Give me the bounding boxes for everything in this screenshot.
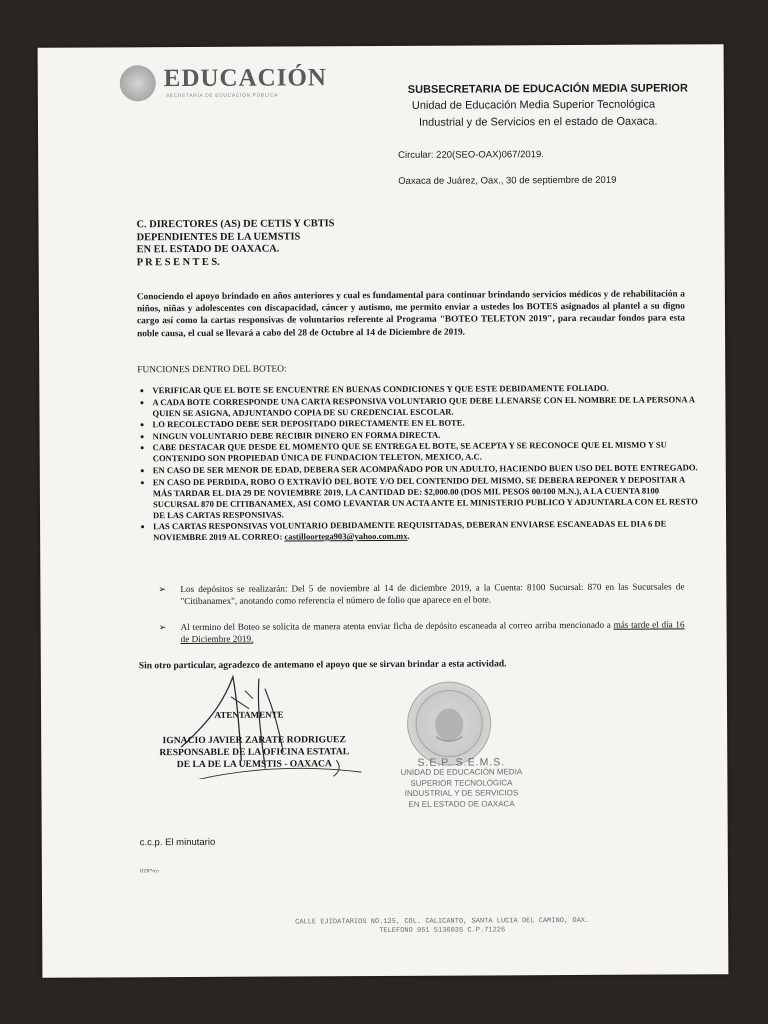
- list-item: [153, 518, 701, 543]
- intro-paragraph: Conociendo el apoyo brindado en años anteriores y cual es fundamental para continuar brindando servicios médicos y de rehabilitación a niños, niñas y adolescentes con discapacidad, cáncer y autismo, me permito enviar a ustedes los BOTES asignados al plantel a su digno cargo así como la cartas responsivas de voluntarios referente al Programa "BOTEO TELETON 2019", para recaudar fondos para esta noble causa, el cual se llevará a cabo del 28 de Octubre al 14 de Diciembre de 2019.: [136, 289, 686, 339]
- footer-line-1: CALLE EJIDATARIOS NO.125, COL. CALICANTO, SANTA LUCIA DEL CAMINO, OAX.: [295, 916, 590, 927]
- list-item: • VERIFICAR QUE EL BOTE SE ENCUENTRE EN BUENAS CONDICIONES Y QUE ESTE DEBIDAMENTE FOLIADO.: [152, 382, 700, 396]
- list-item: • EN CASO DE PERDIDA, ROBO O EXTRAVÍO DEL BOTE Y/O DEL CONTENIDO DEL MISMO, SE DEBERA REPONER Y DEPOSITAR A MÁS TARDAR EL DIA 29 DE NOVIEMBRE 2019, LA CANTIDAD DE: $2,000.00 (DOS MIL PESOS 00/100 M.N.), A LA CUENTA 8100 SUCURSAL 870 DE CITIBANAMEX, ASI COMO LEVANTAR UN ACTA ANTE EL MINISTERIO PUBLICO Y ADJUNTARLA CON EL RESTO DE LAS CARTAS RESPONSIVAS.: [153, 474, 701, 521]
- logo-subtitle: SECRETARÍA DE EDUCACIÓN PÚBLICA: [165, 92, 279, 100]
- org-line-1: SUBSECRETARIA DE EDUCACIÓN MEDIA SUPERIOR: [407, 82, 688, 96]
- stamp-line-4: INDUSTRIAL Y DE SERVICIOS: [404, 788, 519, 799]
- list-item: • CABE DESTACAR QUE DESDE EL MOMENTO QUE SE ENTREGA EL BOTE, SE ACEPTA Y SE RECONOCE QUE EL MISMO Y SU CONTENIDO SON PROPIEDAD ÚNICA DE FUNDACION TELETON, MEXICO, A.C.: [153, 440, 701, 465]
- signer-role-2: DE LA DE LA UEMSTIS - OAXACA: [176, 758, 332, 771]
- sep-emblem-icon: [120, 65, 156, 101]
- org-line-2: Unidad de Educación Media Superior Tecnológica: [411, 98, 656, 112]
- stamp-line-3: SUPERIOR TECNOLÓGICA: [410, 778, 513, 788]
- deposit-slip-note: [159, 618, 685, 645]
- circular-number: Circular: 220(SEO-OAX)067/2019.: [398, 149, 544, 161]
- stamp-line-1: S.E.P. S.E.M.S.: [417, 756, 506, 769]
- deposit-slip-text: Al termino del Boteo se solicita de manera atenta enviar ficha de depósito escaneada al correo arriba mencionado a: [180, 619, 614, 633]
- email-link[interactable]: castilloortega903@yahoo.com.mx: [284, 531, 408, 542]
- stamp-line-5: EN EL ESTADO DE OAXACA: [408, 798, 515, 809]
- org-line-3: Industrial y de Servicios en el estado de Oaxaca.: [418, 115, 658, 129]
- footer-line-2: TELEFONO 951 5136035 C.P.71226: [379, 926, 506, 936]
- addressee-line-1: C. DIRECTORES (AS) DE CETIS Y CBTIS: [136, 218, 335, 231]
- document-page: [38, 44, 729, 978]
- sep-stamp: [391, 757, 531, 810]
- deadline-text: más tarde el día 16 de Diciembre 2019.: [180, 619, 685, 645]
- list-item-suffix: .: [407, 531, 410, 542]
- functions-title: FUNCIONES DENTRO DEL BOTEO:: [137, 364, 287, 376]
- addressee-line-3: EN EL ESTADO DE OAXACA.: [136, 243, 280, 256]
- list-item: • EN CASO DE SER MENOR DE EDAD, DEBERA SER ACOMPAÑADO POR UN ADULTO, HACIENDO BUEN USO DEL BOTE ENTREGADO.: [153, 462, 701, 476]
- addressee-line-4: P R E S E N T E S.: [136, 256, 220, 268]
- typist-initials: IJZR*rco: [139, 869, 159, 875]
- atentamente-label: ATENTAMENTE: [214, 709, 284, 720]
- closing-line: Sin otro particular, agradezco de antemano el apoyo que se sirvan brindar a esta actividad.: [138, 659, 507, 672]
- footer-address: [222, 917, 662, 937]
- list-item: • NINGUN VOLUNTARIO DEBE RECIBIR DINERO EN FORMA DIRECTA.: [153, 428, 701, 442]
- document-date: Oaxaca de Juárez, Oax., 30 de septiembre de 2019: [398, 174, 617, 187]
- functions-list: [137, 382, 701, 544]
- deposit-note-text: Los depósitos se realizarán: Del 5 de noviembre al 14 de diciembre 2019, a la Cuenta: 8100 Sucursal: 870 en las Sucursales de "Citibanamex", anotando como referencia el número de folio que aparece en el bote.: [180, 581, 685, 607]
- stamp-line-2: UNIDAD DE EDUCACIÓN MEDIA: [400, 767, 523, 778]
- signer-name: IGNACIO JAVIER ZARATE RODRIGUEZ: [162, 734, 346, 747]
- deposit-note: [158, 580, 684, 607]
- list-item: • LO RECOLECTADO DEBE SER DEPOSITADO DIRECTAMENTE EN EL BOTE.: [153, 417, 701, 431]
- ccp-line: c.c.p. El minutario: [139, 836, 216, 849]
- official-seal-icon: [407, 681, 491, 765]
- logo-title: EDUCACIÓN: [163, 64, 327, 93]
- arrow-bullet-icon: ➢: [158, 584, 167, 595]
- signer-role-1: RESPONSABLE DE LA OFICINA ESTATAL: [159, 746, 350, 759]
- arrow-bullet-icon: ➢: [158, 622, 167, 633]
- list-item: • A CADA BOTE CORRESPONDE UNA CARTA RESPONSIVA VOLUNTARIO QUE DEBE LLENARSE CON EL NOMBRE DE LA PERSONA A QUIEN SE ASIGNA, ADJUNTANDO COPIA DE SU CREDENCIAL ESCOLAR.: [152, 394, 700, 419]
- list-item-text: LAS CARTAS RESPONSIVAS VOLUNTARIO DEBIDAMENTE REQUISITADAS, DEBERAN ENVIARSE ESCANEADAS EL DIA 6 DE NOVIEMBRE 2019 AL CORREO:: [153, 518, 667, 543]
- addressee-line-2: DEPENDIENTES DE LA UEMSTIS: [136, 230, 301, 243]
